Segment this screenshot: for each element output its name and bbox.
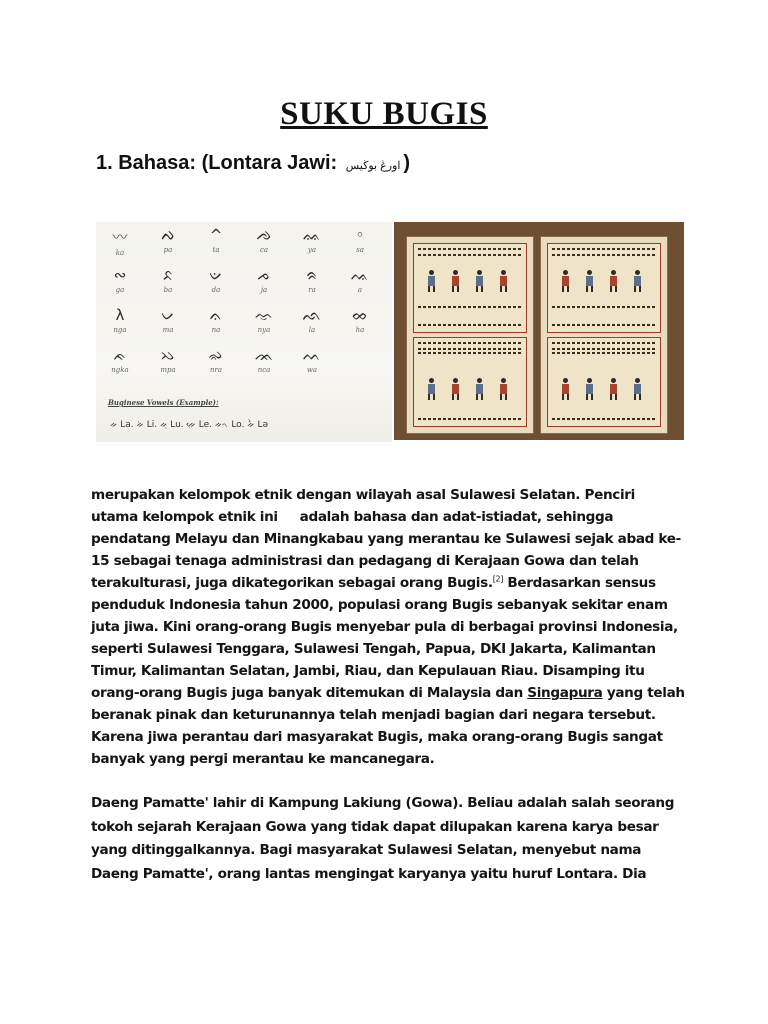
section-heading: [96, 152, 410, 175]
lontara-glyph: [244, 266, 284, 294]
lontara-glyph: [100, 346, 140, 374]
text-segment: terakulturasi, juga dikategorikan sebagai orang Bugis.: [91, 575, 493, 591]
text-segment: Berdasarkan sensus: [502, 575, 656, 591]
figure-illustration: [474, 270, 484, 292]
script-line: [552, 342, 656, 344]
script-line: [418, 418, 522, 420]
manuscript-panel: [547, 337, 661, 427]
text-line: Karena jiwa perantau dari masyarakat Bugis, maka orang-orang Bugis sangat: [91, 729, 663, 745]
text-line: Timur, Kalimantan Selatan, Jambi, Riau, dan Kepulauan Riau. Disamping itu: [91, 663, 645, 679]
lontara-glyph: [148, 226, 188, 254]
paragraph-bugis-overview: [91, 484, 691, 770]
figure-illustration: [632, 378, 642, 400]
script-line: [552, 306, 656, 308]
glyph-character: ᨕ: [351, 266, 369, 284]
lontara-glyph: [340, 266, 380, 294]
script-line: [552, 324, 656, 326]
glyph-label: nga: [113, 326, 127, 334]
glyph-character: ᨄ: [160, 226, 176, 244]
glyph-label: ngka: [111, 366, 129, 374]
lontara-glyph: [340, 226, 380, 254]
vowel-examples: ᨀ La. ᨀᨗ Li. ᨀᨘ Lu. ᨀᨙ Le. ᨀᨚ Lo. ᨀᨛ Lə: [110, 420, 269, 430]
script-line: [552, 352, 656, 354]
text-line: [91, 572, 691, 594]
section-heading-prefix: 1. Bahasa: (Lontara Jawi:: [96, 152, 343, 174]
lontara-glyph: [148, 266, 188, 294]
glyph-character: λ: [115, 306, 125, 324]
glyph-character: ᨖ: [351, 306, 369, 324]
manuscript-page-right: [540, 236, 668, 434]
glyph-character: ᨓ: [303, 346, 321, 364]
glyph-label: ya: [307, 246, 317, 254]
glyph-label: a: [357, 286, 363, 294]
lontara-glyph: [196, 266, 236, 294]
glyph-label: da: [211, 286, 221, 294]
figure-illustration: [608, 270, 618, 292]
text-line: penduduk Indonesia tahun 2000, populasi orang Bugis sebanyak sekitar enam: [91, 597, 668, 613]
glyph-character: ᨑ: [306, 266, 318, 284]
glyph-label: ha: [355, 326, 365, 334]
glyph-character: ᨅ: [162, 266, 174, 284]
figure-illustration: [560, 270, 570, 292]
glyph-label: ca: [259, 246, 269, 254]
text-line: banyak yang pergi merantau ke mancanegara.: [91, 751, 435, 767]
glyph-label: ka: [115, 249, 125, 257]
text-line: juta jiwa. Kini orang-orang Bugis menyebar pula di berbagai provinsi Indonesia,: [91, 619, 678, 635]
glyph-character: ᨉ: [209, 266, 223, 284]
figure-illustration: [474, 378, 484, 400]
glyph-label: nra: [209, 366, 223, 374]
glyph-label: ta: [212, 246, 220, 254]
text-line: utama kelompok etnik ini adalah bahasa dan adat-istiadat, sehingga: [91, 509, 614, 525]
text-segment: orang-orang Bugis juga banyak ditemukan di Malaysia dan: [91, 685, 528, 701]
paragraph-daeng-pamatte: [91, 792, 691, 886]
figure-illustration: [584, 378, 594, 400]
glyph-label: la: [308, 326, 316, 334]
glyph-label: wa: [306, 366, 318, 374]
glyph-character: ^: [209, 226, 223, 244]
glyph-label: ma: [162, 326, 174, 334]
jawi-script-text: اورڠ بوڬيس: [345, 160, 401, 172]
glyph-character: ᨒ: [302, 306, 322, 324]
script-line: [552, 248, 656, 250]
glyph-character: ᨇ: [160, 346, 176, 364]
script-line: [418, 348, 522, 350]
glyph-character: ᨋ: [208, 346, 224, 364]
lontara-glyph: [196, 226, 236, 254]
manuscript-page-left: [406, 236, 534, 434]
glyph-label: ba: [163, 286, 173, 294]
figure-illustration: [632, 270, 642, 292]
glyph-character: ᨏ: [254, 346, 274, 364]
glyph-label: pa: [163, 246, 173, 254]
lontara-manuscript-photo: [394, 222, 684, 440]
text-line: 15 sebagai tenaga administrasi dan pedagang di Kerajaan Gowa dan telah: [91, 553, 639, 569]
text-line: pendatang Melayu dan Minangkabau yang merantau ke Sulawesi sejak abad ke-: [91, 531, 681, 547]
text-segment: yang telah: [602, 685, 685, 701]
script-line: [418, 324, 522, 326]
lontara-glyph: [340, 306, 380, 334]
page-title: SUKU BUGIS: [280, 96, 488, 132]
footnote-reference[interactable]: [2]: [492, 574, 503, 584]
text-line: Daeng Pamatte' lahir di Kampung Lakiung (Gowa). Beliau adalah salah seorang: [91, 795, 675, 811]
figure-illustration: [608, 378, 618, 400]
lontara-glyph: [100, 266, 140, 294]
glyph-label: ga: [115, 286, 125, 294]
section-heading-suffix: ): [403, 152, 411, 174]
text-line: merupakan kelompok etnik dengan wilayah asal Sulawesi Selatan. Penciri: [91, 487, 635, 503]
figure-illustration: [498, 378, 508, 400]
glyph-label: mpa: [160, 366, 176, 374]
lontara-glyph: [100, 226, 140, 257]
glyph-character: ᨌ: [256, 226, 272, 244]
glyph-character: ᨎ: [255, 306, 273, 324]
lontara-glyph: [148, 306, 188, 334]
figure-illustration: [426, 378, 436, 400]
lontara-glyph: [292, 226, 332, 254]
glyph-character: ᨊ: [209, 306, 223, 324]
lontara-glyph: [196, 346, 236, 374]
glyph-label: nca: [257, 366, 271, 374]
manuscript-panel: [413, 337, 527, 427]
script-line: [552, 348, 656, 350]
vowel-heading: Buginese Vowels (Example):: [108, 398, 219, 407]
lontara-glyph: [292, 306, 332, 334]
glyph-character: ᨃ: [113, 346, 127, 364]
lontara-glyph: [292, 346, 332, 374]
figure-illustration: [426, 270, 436, 292]
text-line: beranak pinak dan keturunannya telah menjadi bagian dari negara tersebut.: [91, 707, 656, 723]
figure-illustration: [450, 270, 460, 292]
glyph-label: ja: [260, 286, 268, 294]
glyph-label: sa: [356, 246, 364, 254]
lontara-script-chart-image: [96, 222, 392, 442]
text-line: [91, 682, 691, 704]
glyph-character: ◦: [355, 226, 365, 244]
lontara-glyph: [244, 226, 284, 254]
figure-illustration: [584, 270, 594, 292]
figure-illustration: [498, 270, 508, 292]
glyph-character: ᨍ: [257, 266, 271, 284]
glyph-label: ra: [308, 286, 316, 294]
glyph-character: ∾: [113, 266, 127, 284]
glyph-label: nya: [257, 326, 271, 334]
glyph-label: na: [211, 326, 221, 334]
lontara-glyph: [100, 306, 140, 334]
text-line: tokoh sejarah Kerajaan Gowa yang tidak dapat dilupakan karena karya besar: [91, 818, 659, 835]
text-line: seperti Sulawesi Tenggara, Sulawesi Tengah, Papua, DKI Jakarta, Kalimantan: [91, 641, 656, 657]
script-line: [418, 306, 522, 308]
script-line: [418, 342, 522, 344]
text-line: yang ditinggalkannya. Bagi masyarakat Sulawesi Selatan, menyebut nama: [91, 842, 642, 858]
manuscript-panel: [547, 243, 661, 333]
script-line: [552, 254, 656, 256]
lontara-glyph: [196, 306, 236, 334]
manuscript-panel: [413, 243, 527, 333]
script-line: [418, 352, 522, 354]
figure-illustration: [560, 378, 570, 400]
lontara-glyph: [148, 346, 188, 374]
script-line: [418, 254, 522, 256]
glyph-character: 〰: [112, 228, 128, 246]
lontara-glyph: [244, 346, 284, 374]
text-line: Daeng Pamatte', orang lantas mengingat karyanya yaitu huruf Lontara. Dia: [91, 865, 647, 882]
figure-illustration: [450, 378, 460, 400]
glyph-character: ᨐ: [303, 226, 321, 244]
lontara-glyph: [244, 306, 284, 334]
script-line: [552, 418, 656, 420]
singapura-link[interactable]: Singapura: [527, 685, 603, 701]
script-line: [418, 248, 522, 250]
glyph-character: ᨆ: [161, 306, 175, 324]
lontara-glyph: [292, 266, 332, 294]
